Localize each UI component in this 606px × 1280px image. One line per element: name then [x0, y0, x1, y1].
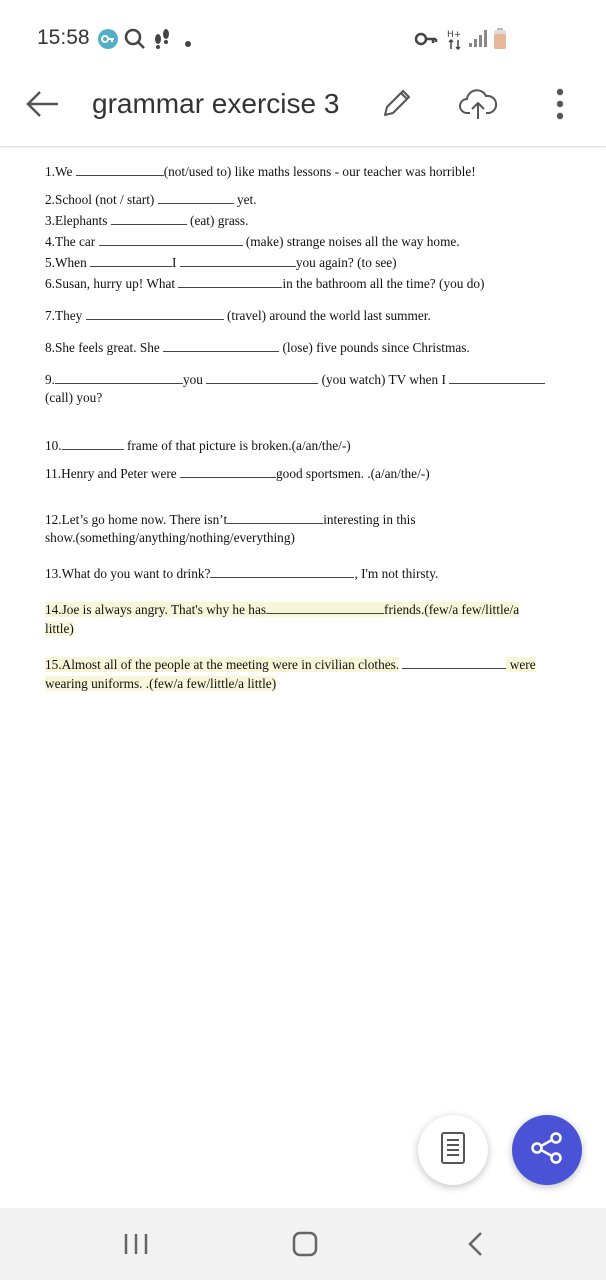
question-12: 12.Let’s go home now. There isn’t interesting in this: [45, 512, 416, 527]
question-15-cont: wearing uniforms. .(few/a few/little/a little): [45, 676, 277, 691]
document-reader-icon: [440, 1131, 466, 1170]
question-3: 3.Elephants (eat) grass.: [45, 213, 249, 228]
question-14: 14.Joe is always angry. That's why he has friends.(few/a few/little/a: [45, 602, 520, 617]
search-icon: [124, 28, 146, 55]
home-icon[interactable]: [285, 1226, 325, 1262]
answer-blank[interactable]: [62, 437, 124, 450]
share-button[interactable]: [512, 1115, 582, 1185]
reader-mode-button[interactable]: [418, 1115, 488, 1185]
answer-blank[interactable]: [180, 254, 296, 267]
answer-blank[interactable]: [99, 233, 243, 246]
question-10: 10. frame of that picture is broken.(a/an/the/-): [45, 438, 351, 453]
answer-blank[interactable]: [90, 254, 172, 267]
signal-icon: [468, 28, 488, 53]
question-12-cont: show.(something/anything/nothing/everything): [45, 530, 295, 545]
app-bar: [0, 76, 606, 147]
answer-blank[interactable]: [163, 339, 279, 352]
footsteps-icon: [152, 27, 172, 54]
answer-blank[interactable]: [55, 371, 183, 384]
back-arrow-icon[interactable]: [22, 86, 62, 122]
recent-apps-icon[interactable]: [116, 1226, 156, 1262]
answer-blank[interactable]: [180, 465, 276, 478]
page-title: grammar exercise 3: [92, 88, 340, 119]
answer-blank[interactable]: [449, 371, 545, 384]
answer-blank[interactable]: [266, 601, 384, 614]
answer-blank[interactable]: [111, 212, 187, 225]
cloud-upload-icon[interactable]: [456, 84, 500, 124]
answer-blank[interactable]: [158, 191, 234, 204]
question-6: 6.Susan, hurry up! What in the bathroom all the time? (you do): [45, 276, 485, 291]
question-9-cont: (call) you?: [45, 390, 103, 405]
document-page: [0, 147, 606, 1207]
question-8: 8.She feels great. She (lose) five pounds since Christmas.: [45, 340, 470, 355]
question-14-cont: little): [45, 621, 74, 636]
answer-blank[interactable]: [178, 275, 282, 288]
question-2: 2.School (not / start) yet.: [45, 192, 257, 207]
back-icon[interactable]: [455, 1226, 495, 1262]
question-11: 11.Henry and Peter were good sportsmen. .(a/an/the/-): [45, 466, 430, 481]
more-vertical-icon[interactable]: [548, 84, 572, 124]
question-9: 9. you (you watch) TV when I: [45, 371, 545, 389]
share-icon: [529, 1130, 565, 1171]
pencil-icon[interactable]: [376, 84, 416, 124]
question-5: 5.When I you again? (to see): [45, 255, 397, 270]
network-hplus-icon: [446, 28, 464, 55]
svg-text:H+: H+: [447, 30, 462, 40]
question-4: 4.The car (make) strange noises all the way home.: [45, 234, 460, 249]
system-nav-bar: [0, 1208, 606, 1280]
question-13: 13.What do you want to drink? , I'm not thirsty.: [45, 566, 439, 581]
vpn-key-badge-icon: [98, 29, 118, 54]
answer-blank[interactable]: [402, 656, 506, 669]
answer-blank[interactable]: [206, 371, 318, 384]
question-15: 15.Almost all of the people at the meeting were in civilian clothes. were: [45, 657, 536, 672]
key-icon: [414, 30, 438, 53]
answer-blank[interactable]: [210, 565, 354, 578]
answer-blank[interactable]: [227, 511, 323, 524]
dot-icon: [184, 35, 192, 53]
status-bar: [0, 0, 606, 76]
question-1: 1.We (not/used to) like maths lessons - our teacher was horrible!: [45, 164, 476, 179]
answer-blank[interactable]: [76, 163, 164, 176]
status-time: 15:58: [37, 26, 90, 49]
answer-blank[interactable]: [86, 307, 224, 320]
question-7: 7.They (travel) around the world last summer.: [45, 308, 431, 323]
battery-icon: [493, 28, 507, 55]
